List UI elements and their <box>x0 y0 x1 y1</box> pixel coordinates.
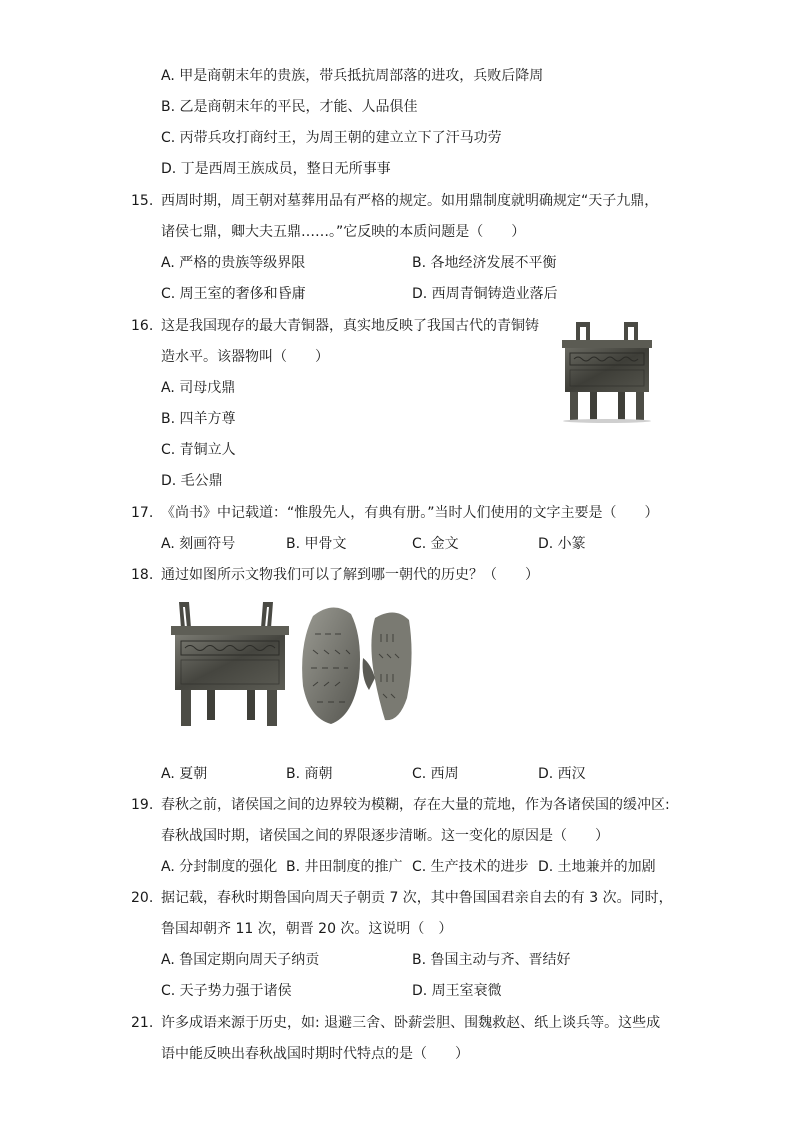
q15-option-d: D. 西周青铜铸造业落后 <box>412 286 558 302</box>
q18-option-b: B. 商朝 <box>286 766 333 782</box>
q14-option-b: B. 乙是商朝末年的平民，才能、人品俱佳 <box>161 99 418 115</box>
q21-stem-line2: 语中能反映出春秋战国时期时代特点的是（ ） <box>161 1046 469 1062</box>
q19-stem-line1: 春秋之前，诸侯国之间的边界较为模糊，存在大量的荒地，作为各诸侯国的缓冲区: <box>161 797 670 813</box>
q16-option-c: C. 青铜立人 <box>161 442 236 458</box>
q20-stem-line1: 据记载，春秋时期鲁国向周天子朝贡 7 次，其中鲁国国君亲自去的有 3 次。同时， <box>161 890 673 906</box>
q15-number: 15. <box>131 193 154 209</box>
q14-option-a: A. 甲是商朝末年的贵族，带兵抵抗周部落的进攻，兵败后降周 <box>161 68 544 84</box>
q15-option-a: A. 严格的贵族等级界限 <box>161 255 306 271</box>
q18-option-a: A. 夏朝 <box>161 766 208 782</box>
q17-option-b: B. 甲骨文 <box>286 536 347 552</box>
q17-option-c: C. 金文 <box>412 536 459 552</box>
q19-option-b: B. 井田制度的推广 <box>286 859 403 875</box>
q19-option-a: A. 分封制度的强化 <box>161 859 278 875</box>
artifacts-image <box>163 598 428 730</box>
q20-option-c: C. 天子势力强于诸侯 <box>161 983 292 999</box>
q16-option-d: D. 毛公鼎 <box>161 473 223 489</box>
q20-option-b: B. 鲁国主动与齐、晋结好 <box>412 952 571 968</box>
q15-option-b: B. 各地经济发展不平衡 <box>412 255 557 271</box>
q18-stem-line1: 通过如图所示文物我们可以了解到哪一朝代的历史？（ ） <box>161 567 539 583</box>
q19-option-d: D. 土地兼并的加剧 <box>538 859 656 875</box>
q17-option-a: A. 刻画符号 <box>161 536 236 552</box>
q18-number: 18. <box>131 567 154 583</box>
q16-option-a: A. 司母戊鼎 <box>161 380 236 396</box>
q20-option-a: A. 鲁国定期向周天子纳贡 <box>161 952 320 968</box>
q15-stem-line1: 西周时期，周王朝对墓葬用品有严格的规定。如用鼎制度就明确规定“天子九鼎， <box>161 193 659 209</box>
q19-stem-line2: 春秋战国时期，诸侯国之间的界限逐步清晰。这一变化的原因是（ ） <box>161 828 609 844</box>
q20-option-d: D. 周王室衰微 <box>412 983 502 999</box>
q18-option-c: C. 西周 <box>412 766 459 782</box>
q17-option-d: D. 小篆 <box>538 536 586 552</box>
q15-stem-line2: 诸侯七鼎，卿大夫五鼎……。”它反映的本质问题是（ ） <box>161 224 526 240</box>
q16-number: 16. <box>131 318 154 334</box>
q19-option-c: C. 生产技术的进步 <box>412 859 529 875</box>
q16-option-b: B. 四羊方尊 <box>161 411 236 427</box>
q18-option-d: D. 西汉 <box>538 766 586 782</box>
q16-stem-line2: 造水平。该器物叫（ ） <box>161 349 329 365</box>
q17-stem-line1: 《尚书》中记载道：“惟殷先人，有典有册。”当时人们使用的文字主要是（ ） <box>161 505 659 521</box>
q15-option-c: C. 周王室的奢侈和昏庸 <box>161 286 306 302</box>
q16-stem-line1: 这是我国现存的最大青铜器，真实地反映了我国古代的青铜铸 <box>161 318 539 334</box>
ding-vessel-image <box>556 320 658 424</box>
q20-number: 20. <box>131 890 154 906</box>
q20-stem-line2: 鲁国却朝齐 11 次，朝晋 20 次。这说明（ ） <box>161 921 453 937</box>
q17-number: 17. <box>131 505 154 521</box>
q21-number: 21. <box>131 1015 154 1031</box>
q14-option-c: C. 丙带兵攻打商纣王，为周王朝的建立立下了汗马功劳 <box>161 130 502 146</box>
q14-option-d: D. 丁是西周王族成员，整日无所事事 <box>161 161 391 177</box>
q21-stem-line1: 许多成语来源于历史，如: 退避三舍、卧薪尝胆、围魏救赵、纸上谈兵等。这些成 <box>161 1015 661 1031</box>
q19-number: 19. <box>131 797 154 813</box>
